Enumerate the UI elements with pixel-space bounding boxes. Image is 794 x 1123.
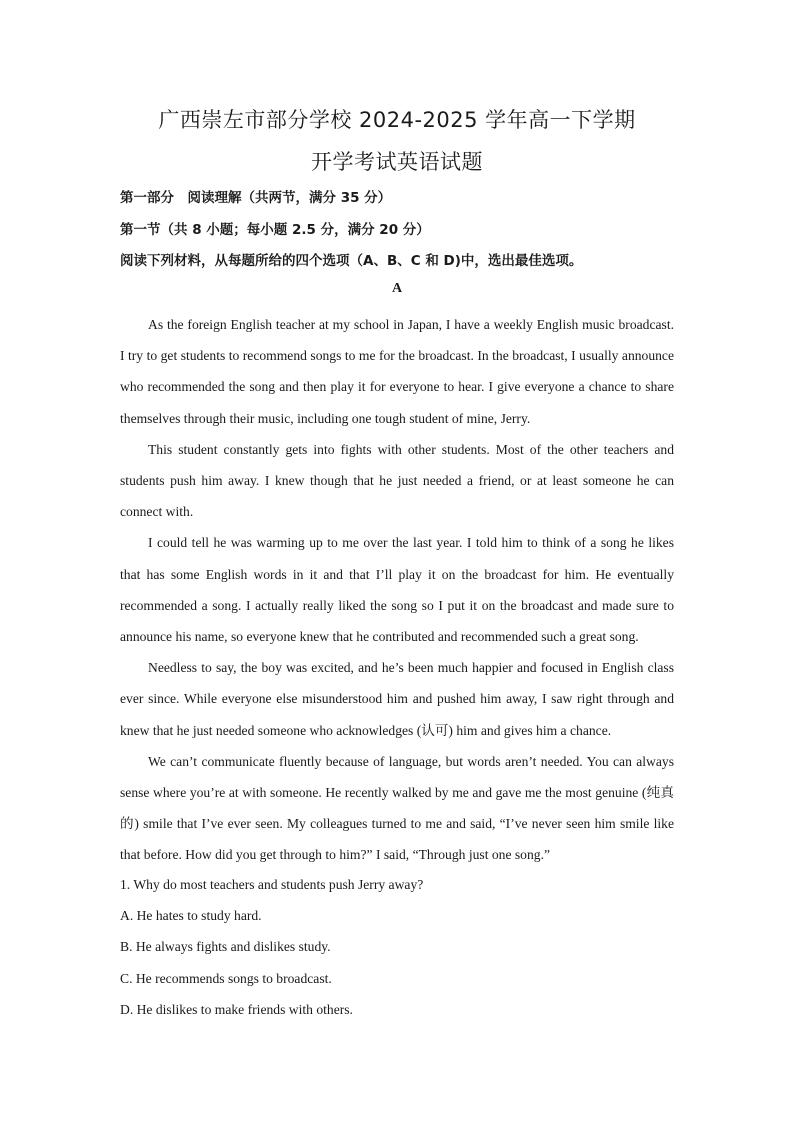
question-block xyxy=(120,869,674,1025)
passage-paragraph: As the foreign English teacher at my school in Japan, I have a weekly English music broadcast. I try to get students to recommend songs to me for the broadcast. In the broadcast, I usually announce who recommended the song and then play it for everyone to hear. I give everyone a chance to share themselves through their music, including one tough student of mine, Jerry. xyxy=(120,317,674,426)
answer-option-d: D. He dislikes to make friends with others. xyxy=(120,1001,353,1017)
passage-label: A xyxy=(391,281,403,296)
answer-option-b: B. He always fights and dislikes study. xyxy=(120,939,331,955)
reading-passage xyxy=(120,309,674,871)
answer-option-a: A. He hates to study hard. xyxy=(120,908,262,924)
reading-instruction: 阅读下列材料，从每题所给的四个选项（A、B、C 和 D)中，选出最佳选项。 xyxy=(120,253,583,269)
passage-paragraph: Needless to say, the boy was excited, and he’s been much happier and focused in English class ever since. While everyone else misunderstood him and pushed him away, I saw right through and knew that he just needed someone who acknowledges (认可) him and gives him a chance. xyxy=(120,660,674,738)
passage-paragraph: We can’t communicate fluently because of language, but words aren’t needed. You can always sense where you’re at with someone. He recently walked by me and gave me the most genuine (纯真的) smile that I’ve ever seen. My colleagues turned to me and said, “I’ve never seen him smile like that before. How did you get through to him?” I said, “Through just one song.” xyxy=(120,753,674,863)
passage-paragraph: This student constantly gets into fights with other students. Most of the other teachers and students push him away. I knew though that he just needed a friend, or at least someone he can connect with. xyxy=(120,441,674,520)
exam-title-line1: 广西崇左市部分学校 2024-2025 学年高一下学期 xyxy=(158,108,636,132)
section-heading: 第一节（共 8 小题；每小题 2.5 分，满分 20 分） xyxy=(120,222,430,238)
passage-paragraph: I could tell he was warming up to me over the last year. I told him to think of a song he likes that has some English words in it and that I’ll play it on the broadcast for him. He eventually recommended a song. I actually really liked the song so I put it on the broadcast and made sure to announce his name, so everyone knew that he contributed and recommended such a great song. xyxy=(120,535,674,645)
answer-option-c: C. He recommends songs to broadcast. xyxy=(120,970,332,986)
question-stem: 1. Why do most teachers and students push Jerry away? xyxy=(120,877,424,892)
exam-title-line2: 开学考试英语试题 xyxy=(311,150,483,174)
part-heading: 第一部分 阅读理解（共两节，满分 35 分） xyxy=(120,190,392,206)
